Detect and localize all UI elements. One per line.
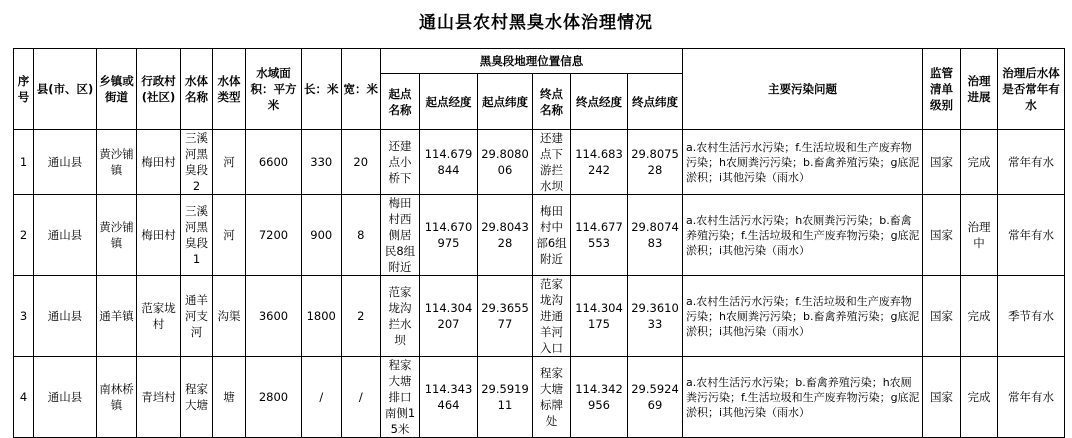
cell-start-name: 梅田村西侧居民8组附近 (381, 195, 420, 276)
header-water-name: 水体名称 (181, 49, 213, 130)
cell-start-lat: 29.591911 (478, 357, 533, 438)
cell-township: 黄沙铺镇 (97, 130, 137, 195)
cell-pollution: a.农村生活污水污染；f.生活垃圾和生产废弃物污染；h农厕粪污污染；b.畜禽养殖污染；g底泥淤积；i其他污染（雨水） (683, 276, 923, 357)
cell-end-lat: 29.592469 (628, 357, 683, 438)
header-area: 水域面积：平方米 (246, 49, 302, 130)
table-row (14, 357, 1065, 438)
cell-end-lat: 29.361033 (628, 276, 683, 357)
cell-village: 青垱村 (137, 357, 181, 438)
cell-end-name: 程家大塘标牌处 (533, 357, 571, 438)
header-end-lat: 终点纬度 (628, 74, 683, 130)
cell-county: 通山县 (34, 276, 97, 357)
cell-start-name: 程家大塘排口南侧15米 (381, 357, 420, 438)
cell-pollution: a.农村生活污水污染；h农厕粪污污染；b.畜禽养殖污染；f.生活垃圾和生产废弃物污染；g底泥淤积；i其他污染（雨水） (683, 195, 923, 276)
cell-county: 通山县 (34, 130, 97, 195)
header-geo-group: 黑臭段地理位置信息 (381, 49, 683, 74)
cell-end-lng: 114.683242 (571, 130, 628, 195)
cell-seq: 1 (14, 130, 34, 195)
header-progress: 治理进展 (961, 49, 998, 130)
cell-water-type: 河 (213, 130, 246, 195)
cell-seq: 2 (14, 195, 34, 276)
cell-end-lat: 29.807483 (628, 195, 683, 276)
cell-supervision: 国家 (923, 130, 961, 195)
cell-seq: 4 (14, 357, 34, 438)
cell-start-lat: 29.365577 (478, 276, 533, 357)
cell-start-lat: 29.804328 (478, 195, 533, 276)
cell-end-name: 还建点下游拦水坝 (533, 130, 571, 195)
cell-after: 常年有水 (998, 195, 1065, 276)
cell-water-name: 三溪河黑臭段1 (181, 195, 213, 276)
header-end-name: 终点名称 (533, 74, 571, 130)
cell-village: 梅田村 (137, 130, 181, 195)
cell-county: 通山县 (34, 195, 97, 276)
header-end-lng: 终点经度 (571, 74, 628, 130)
header-seq: 序号 (14, 49, 34, 130)
cell-water-name: 通羊河支河 (181, 276, 213, 357)
cell-start-name: 还建点小桥下 (381, 130, 420, 195)
cell-pollution: a.农村生活污水污染；b.畜禽养殖污染；h农厕粪污污染；f.生活垃圾和生产废弃物污染；g底泥淤积；i其他污染（雨水） (683, 357, 923, 438)
cell-width: 20 (341, 130, 381, 195)
cell-seq: 3 (14, 276, 34, 357)
cell-start-lng: 114.343464 (420, 357, 478, 438)
cell-supervision: 国家 (923, 195, 961, 276)
header-start-lng: 起点经度 (420, 74, 478, 130)
cell-township: 通羊镇 (97, 276, 137, 357)
table-row (14, 195, 1065, 276)
page-title: 通山县农村黑臭水体治理情况 (419, 13, 653, 33)
cell-end-lat: 29.807528 (628, 130, 683, 195)
header-water-type: 水体类型 (213, 49, 246, 130)
header-after: 治理后水体是否常年有水 (998, 49, 1065, 130)
header-county: 县(市、区) (34, 49, 97, 130)
cell-water-name: 程家大塘 (181, 357, 213, 438)
header-township: 乡镇或街道 (97, 49, 137, 130)
header-start-name: 起点名称 (381, 74, 420, 130)
water-body-table (13, 48, 1065, 438)
header-pollution: 主要污染问题 (683, 49, 923, 130)
cell-water-type: 河 (213, 195, 246, 276)
cell-length: 330 (302, 130, 342, 195)
cell-end-lng: 114.677553 (571, 195, 628, 276)
cell-progress: 治理中 (961, 195, 998, 276)
cell-progress: 完成 (961, 357, 998, 438)
table-row (14, 276, 1065, 357)
cell-start-lat: 29.808006 (478, 130, 533, 195)
header-supervision: 监管清单级别 (923, 49, 961, 130)
cell-village: 范家垅村 (137, 276, 181, 357)
cell-start-lng: 114.304207 (420, 276, 478, 357)
cell-length: / (302, 357, 342, 438)
cell-length: 1800 (302, 276, 342, 357)
cell-start-lng: 114.679844 (420, 130, 478, 195)
cell-county: 通山县 (34, 357, 97, 438)
cell-water-type: 塘 (213, 357, 246, 438)
header-row-1 (14, 49, 1065, 74)
cell-start-lng: 114.670975 (420, 195, 478, 276)
cell-end-lng: 114.304175 (571, 276, 628, 357)
cell-start-name: 范家垅沟拦水坝 (381, 276, 420, 357)
cell-village: 梅田村 (137, 195, 181, 276)
cell-after: 常年有水 (998, 130, 1065, 195)
cell-end-lng: 114.342956 (571, 357, 628, 438)
cell-progress: 完成 (961, 130, 998, 195)
cell-progress: 完成 (961, 276, 998, 357)
header-village: 行政村(社区) (137, 49, 181, 130)
cell-width: / (341, 357, 381, 438)
cell-length: 900 (302, 195, 342, 276)
cell-township: 南林桥镇 (97, 357, 137, 438)
cell-area: 2800 (246, 357, 302, 438)
cell-width: 2 (341, 276, 381, 357)
table-row (14, 130, 1065, 195)
cell-end-name: 范家垅沟进通羊河入口 (533, 276, 571, 357)
cell-supervision: 国家 (923, 276, 961, 357)
cell-after: 常年有水 (998, 357, 1065, 438)
cell-after: 季节有水 (998, 276, 1065, 357)
cell-pollution: a.农村生活污水污染；f.生活垃圾和生产废弃物污染；h农厕粪污污染；b.畜禽养殖污染；g底泥淤积；i其他污染（雨水） (683, 130, 923, 195)
header-width: 宽：米 (341, 49, 381, 130)
cell-end-name: 梅田村中部6组附近 (533, 195, 571, 276)
cell-township: 黄沙铺镇 (97, 195, 137, 276)
cell-supervision: 国家 (923, 357, 961, 438)
cell-water-type: 沟渠 (213, 276, 246, 357)
cell-area: 3600 (246, 276, 302, 357)
cell-water-name: 三溪河黑臭段2 (181, 130, 213, 195)
header-length: 长：米 (302, 49, 342, 130)
cell-width: 8 (341, 195, 381, 276)
cell-area: 7200 (246, 195, 302, 276)
header-start-lat: 起点纬度 (478, 74, 533, 130)
cell-area: 6600 (246, 130, 302, 195)
